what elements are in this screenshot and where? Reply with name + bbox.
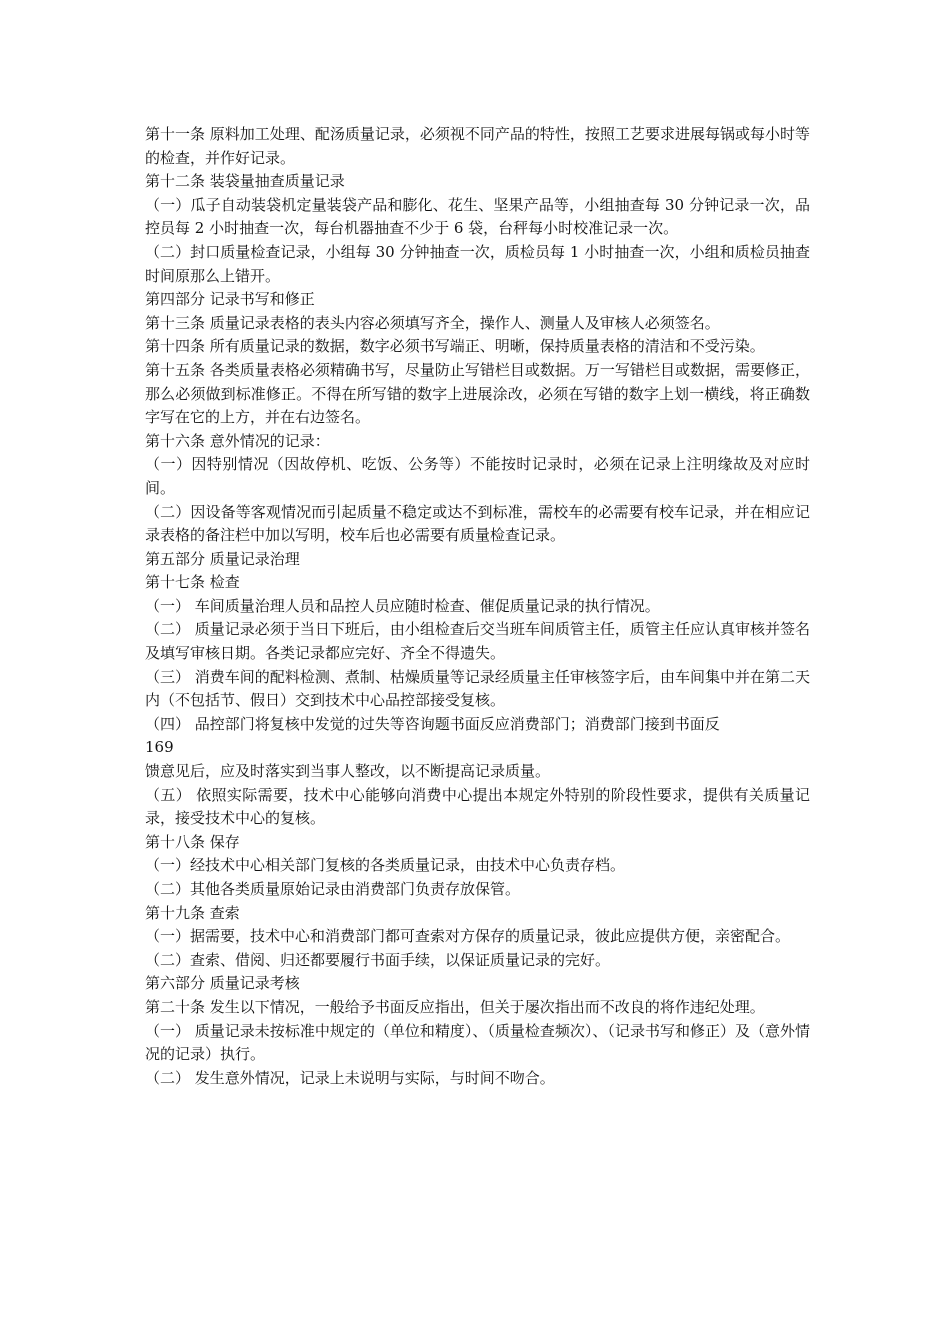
paragraph: （二）查索、借阅、归还都要履行书面手续，以保证质量记录的完好。 [145,950,611,969]
paragraph: 第十三条 质量记录表格的表头内容必须填写齐全，操作人、测量人及审核人必须签名。 [145,313,720,332]
section-heading: 第十六条 意外情况的记录： [145,431,330,450]
paragraph: 馈意见后，应及时落实到当事人整改，以不断提高记录质量。 [145,762,551,781]
paragraph: （二）因设备等客观情况而引起质量不稳定或达不到标准，需校车的必需要有校车记录，并在相应记录表格的备注栏中加以写明，校车后也必需要有质量检查记录。 [145,502,810,545]
paragraph: 第十四条 所有质量记录的数据，数字必须书写端正、明晰，保持质量表格的清洁和不受污染。 [145,337,765,356]
paragraph: （一） 车间质量治理人员和品控人员应随时检查、催促质量记录的执行情况。 [145,596,660,615]
paragraph: （一）因特别情况（因故停机、吃饭、公务等）不能按时记录时，必须在记录上注明缘故及对应时间。 [145,455,810,497]
paragraph: （一）瓜子自动装袋机定量装袋产品和膨化、花生、坚果产品等，小组抽查每 30 分钟记录一次，品控员每 2 小时抽查一次，每台机器抽查不少于 6 袋，台秤每小时校准记录一次。 [145,195,810,238]
section-heading: 第十九条 查索 [145,903,240,922]
paragraph: （三） 消费车间的配料检测、煮制、枯燥质量等记录经质量主任审核签字后，由车间集中并在第二天内（不包括节、假日）交到技术中心品控部接受复核。 [145,667,810,710]
paragraph: （一） 质量记录未按标准中规定的（单位和精度）、（质量检查频次）、（记录书写和修正）及（意外情况的记录）执行。 [145,1021,810,1064]
document-page [145,123,810,1090]
paragraph: （四） 品控部门将复核中发觉的过失等咨询题书面反应消费部门；消费部门接到书面反 [145,714,720,733]
section-heading: 第十七条 检查 [145,573,240,592]
paragraph: （二） 发生意外情况，记录上未说明与实际，与时间不吻合。 [145,1068,555,1087]
part-heading: 第四部分 记录书写和修正 [145,290,315,309]
section-heading: 第十二条 装袋量抽查质量记录 [145,172,345,191]
paragraph: （二）封口质量检查记录，小组每 30 分钟抽查一次，质检员每 1 小时抽查一次，小组和质检员抽查时间原那么上错开。 [145,242,810,285]
paragraph: 第十五条 各类质量表格必须精确书写，尽量防止写错栏目或数据。万一写错栏目或数据，需要修正，那么必须做到标准修正。不得在所写错的数字上进展涂改，必须在写错的数字上划一横线，将正确数字写在它的上方，并在右边签名。 [145,360,810,427]
paragraph: （一）据需要，技术中心和消费部门都可查索对方保存的质量记录，彼此应提供方便，亲密配合。 [145,927,791,946]
part-heading: 第六部分 质量记录考核 [145,974,300,993]
paragraph: （一）经技术中心相关部门复核的各类质量记录，由技术中心负责存档。 [145,856,626,875]
paragraph: （二）其他各类质量原始记录由消费部门负责存放保管。 [145,880,521,898]
paragraph: （二） 质量记录必须于当日下班后，由小组检查后交当班车间质管主任，质管主任应认真审核并签名及填写审核日期。各类记录都应完好、齐全不得遗失。 [145,620,810,663]
paragraph: 第二十条 发生以下情况，一般给予书面反应指出，但关于屡次指出而不改良的将作违纪处理。 [145,997,765,1016]
paragraph: 第十一条 原料加工处理、配汤质量记录，必须视不同产品的特性，按照工艺要求进展每锅或每小时等的检查，并作好记录。 [145,125,810,167]
section-heading: 第十八条 保存 [145,832,240,851]
paragraph: （五） 依照实际需要，技术中心能够向消费中心提出本规定外特别的阶段性要求，提供有关质量记录，接受技术中心的复核。 [145,785,810,828]
page-number: 169 [145,738,174,757]
part-heading: 第五部分 质量记录治理 [145,549,300,568]
